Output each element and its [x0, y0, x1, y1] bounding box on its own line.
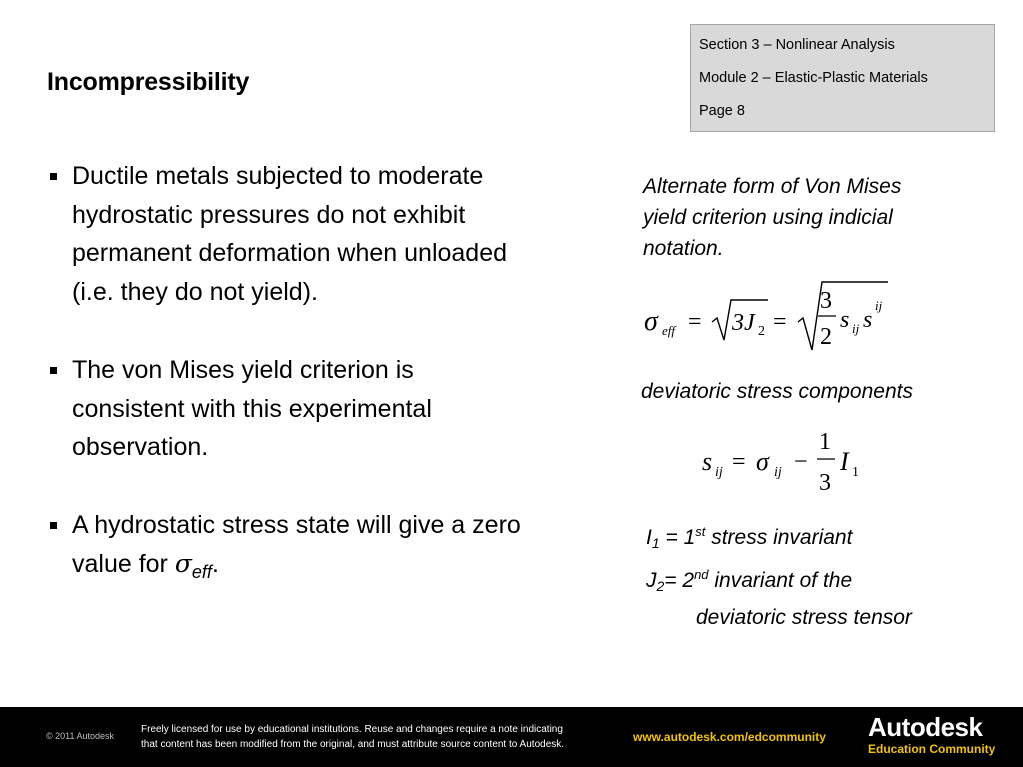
bullet-list	[48, 157, 528, 630]
bullet-item	[48, 351, 528, 467]
license-text	[141, 723, 564, 752]
license-line-2: that content has been modified from the original, and must attribute source content to Autodesk.	[141, 738, 565, 750]
section-info-box	[690, 24, 995, 132]
eq1-j-sub: 2	[758, 324, 765, 339]
bullet-square-icon	[50, 522, 57, 529]
i1-symbol: I	[646, 526, 652, 549]
j2-sup: nd	[694, 567, 709, 582]
slide-title: Incompressibility	[47, 68, 250, 96]
eq1-ij-sup: ij	[875, 298, 883, 313]
eq2-ij2: ij	[774, 465, 782, 480]
eq1-s: s	[840, 307, 850, 333]
deviatoric-equation	[698, 422, 878, 498]
i1-definition	[646, 516, 1006, 559]
eq1-ij-sub: ij	[852, 321, 860, 336]
j2-symbol: J	[646, 569, 657, 592]
logo-name: Autodesk	[868, 712, 983, 742]
edcommunity-link[interactable]: www.autodesk.com/edcommunity	[633, 730, 826, 744]
sigma-symbol: σ	[174, 548, 192, 578]
bullet-text: A hydrostatic stress state will give a zero value for	[72, 510, 521, 578]
autodesk-logo	[868, 713, 995, 756]
bullet-item	[48, 157, 528, 312]
eq2-equals: =	[732, 449, 746, 475]
alternate-form-caption: Alternate form of Von Mises yield criterion using indicial notation.	[643, 175, 902, 260]
bullet-end: .	[211, 549, 219, 578]
eq1-num: 3	[820, 288, 832, 314]
logo-subtitle: Education Community	[868, 742, 996, 756]
bullet-square-icon	[50, 367, 57, 374]
eq1-equals: =	[688, 309, 702, 335]
eq1-s2: s	[863, 307, 873, 333]
j2-text-b: invariant of the	[708, 569, 853, 592]
license-line-1: Freely licensed for use by educational institutions. Reuse and changes require a note indicating	[141, 724, 563, 735]
eq2-ij: ij	[715, 465, 723, 480]
i1-sub: 1	[651, 535, 660, 551]
copyright-text: © 2011 Autodesk	[46, 731, 115, 741]
footer-bar	[0, 707, 1023, 767]
eq2-s: s	[702, 447, 713, 476]
module-label: Module 2 – Elastic-Plastic Materials	[699, 70, 928, 86]
eq1-equals-2: =	[773, 309, 787, 335]
bullet-text: Ductile metals subjected to moderate hydrostatic pressures do not exhibit permanent deformation when unloaded (i.e. they do not yield).	[72, 162, 508, 307]
i1-text-b: stress invariant	[705, 526, 853, 549]
eq2-minus: −	[794, 449, 808, 475]
bullet-text: The von Mises yield criterion is consistent with this experimental observation.	[72, 355, 432, 462]
eq1-den: 2	[820, 324, 832, 350]
eq1-sigma: σ	[644, 306, 658, 337]
bullet-item	[48, 506, 528, 591]
i1-sup: st	[695, 524, 706, 539]
eq2-sigma: σ	[756, 447, 769, 476]
eq2-one: 1	[852, 465, 859, 480]
j2-definition	[646, 559, 1006, 602]
sigma-subscript: eff	[191, 561, 212, 582]
i1-text-a: = 1	[659, 526, 696, 549]
j2-text-a: = 2	[664, 569, 695, 592]
eq1-eff: eff	[662, 323, 675, 338]
page-label: Page 8	[699, 103, 745, 119]
j2-line2: deviatoric stress tensor	[696, 606, 912, 629]
section-label: Section 3 – Nonlinear Analysis	[699, 37, 895, 53]
eq1-3j: 3J	[732, 310, 755, 336]
eq2-num: 1	[819, 429, 831, 455]
j2-sub: 2	[656, 578, 665, 594]
eq2-den: 3	[819, 470, 831, 496]
von-mises-equation	[640, 280, 900, 354]
deviatoric-caption: deviatoric stress components	[641, 380, 913, 403]
invariant-definitions	[646, 516, 1006, 633]
eq2-I: I	[840, 447, 849, 476]
bullet-square-icon	[50, 173, 57, 180]
